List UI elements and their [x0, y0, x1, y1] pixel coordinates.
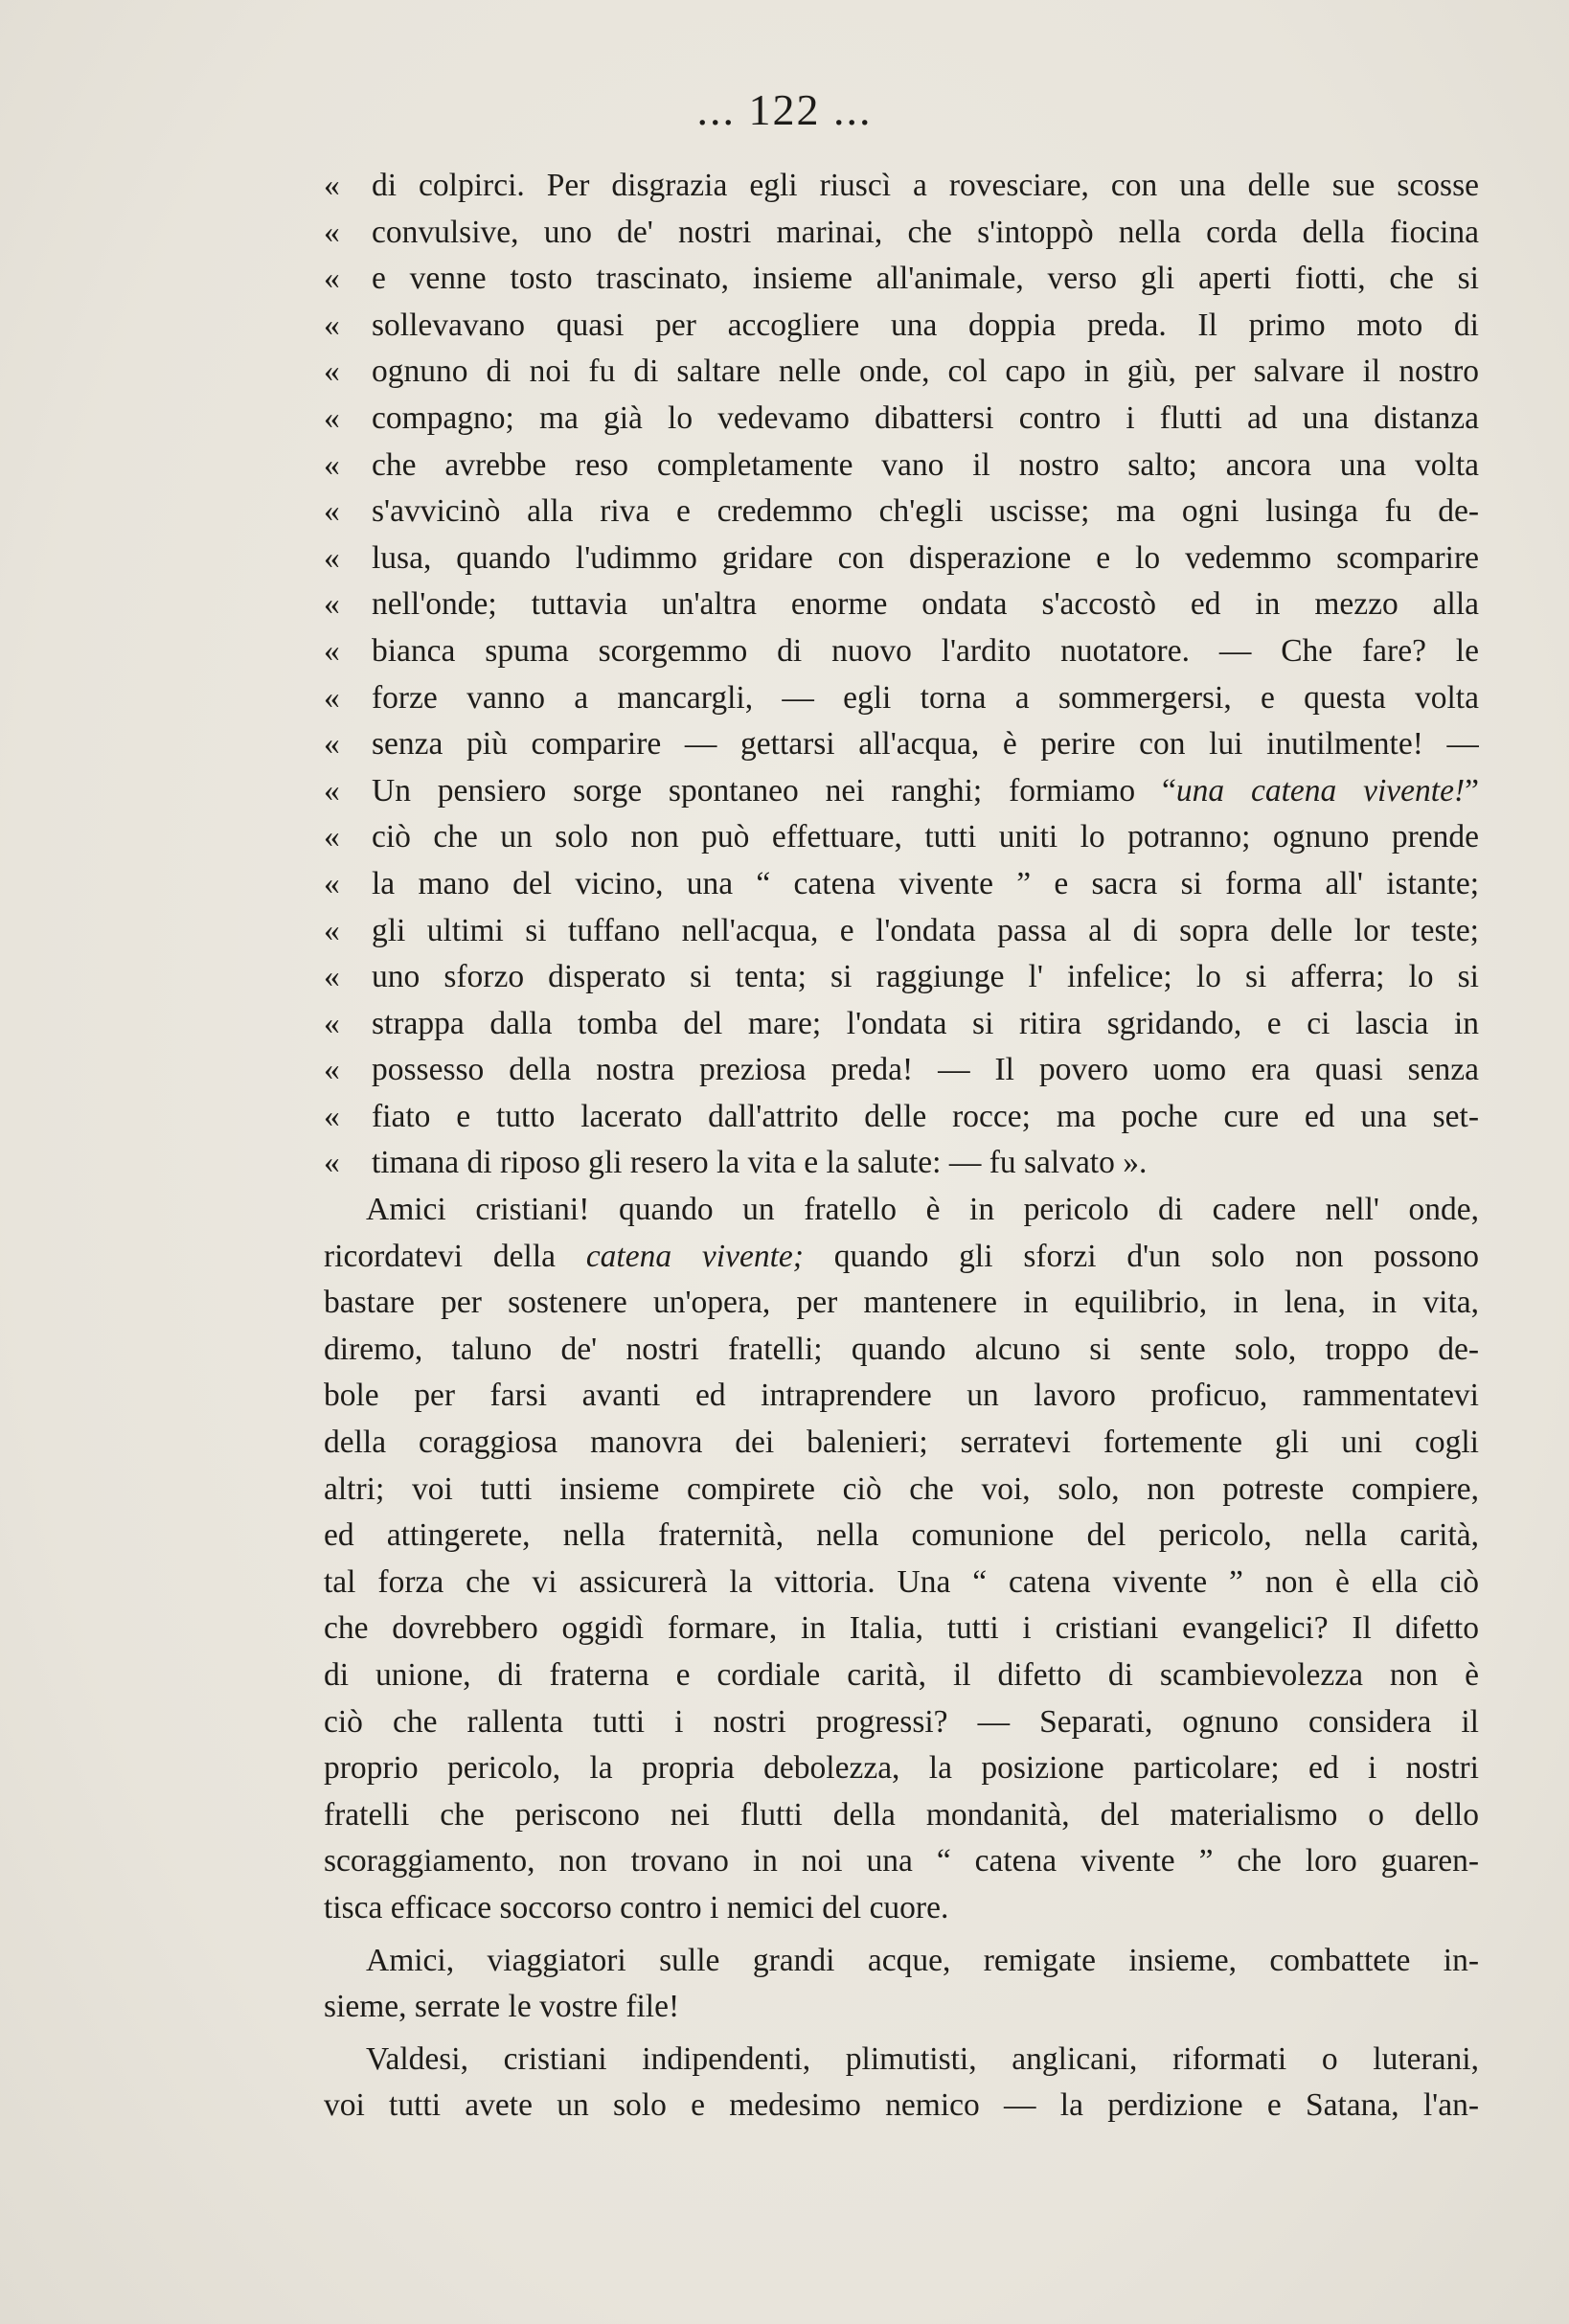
quoted-text-line — [324, 349, 1479, 396]
line-text: di colpirci. Per disgrazia egli riuscì a rovesciare, con una delle sue scosse — [372, 168, 1479, 203]
line-text: ciò che un solo non può effettuare, tutti uniti lo potranno; ognuno prende — [372, 819, 1479, 855]
quoted-text-line — [324, 814, 1479, 861]
line-text: diremo, taluno de' nostri fratelli; quando alcuno si sente solo, troppo de- — [324, 1331, 1479, 1367]
line-text: uno sforzo disperato si tenta; si raggiunge l' infelice; lo si afferra; lo si — [372, 959, 1479, 995]
quoted-text-line — [324, 443, 1479, 490]
text-line — [324, 1745, 1479, 1792]
quoted-text-line — [324, 535, 1479, 582]
line-text: forze vanno a mancargli, — egli torna a sommergersi, e questa volta — [372, 679, 1479, 716]
line-text: Un pensiero sorge spontaneo nei ranghi; formiamo “ — [372, 772, 1176, 809]
quoted-text-line — [324, 256, 1479, 303]
quoted-text-line — [324, 210, 1479, 257]
quoted-text-line — [324, 675, 1479, 722]
quoted-text-line — [324, 1001, 1479, 1048]
text-line — [324, 1420, 1479, 1467]
quoted-text-line — [324, 861, 1479, 908]
text-line — [324, 1327, 1479, 1374]
line-text: ognuno di noi fu di saltare nelle onde, col capo in giù, per salvare il nostro — [372, 353, 1479, 390]
line-text: Amici, viaggiatori sulle grandi acque, remigate insieme, combattete in- — [366, 1942, 1479, 1978]
quoted-text-line — [324, 954, 1479, 1001]
text-line — [324, 1885, 1479, 1932]
line-text: ed attingerete, nella fraternità, nella comunione del pericolo, nella carità, — [324, 1517, 1479, 1554]
line-text: fratelli che periscono nei flutti della mondanità, del materialismo o dello — [324, 1796, 1479, 1833]
text-line — [324, 1699, 1479, 1746]
text-line — [324, 1187, 1479, 1234]
line-text: sieme, serrate le vostre file! — [324, 1989, 680, 2025]
quoted-text-line — [324, 1047, 1479, 1094]
line-text: tisca efficace soccorso contro i nemici del cuore. — [324, 1889, 949, 1925]
text-line — [324, 1838, 1479, 1885]
line-text: della coraggiosa manovra dei balenieri; serratevi fortemente gli uni cogli — [324, 1424, 1479, 1461]
quoted-text-line — [324, 628, 1479, 675]
page-number: ... 122 ... — [696, 85, 873, 134]
text-line — [324, 1792, 1479, 1839]
italic-text: catena vivente; — [585, 1238, 804, 1274]
quoted-text-line — [324, 396, 1479, 443]
quoted-text-line — [324, 768, 1479, 815]
quoted-text-line — [324, 581, 1479, 628]
text-line — [324, 1513, 1479, 1560]
italic-text: una catena vivente! — [1175, 772, 1466, 809]
text-line — [324, 1467, 1479, 1514]
quoted-text-line — [324, 908, 1479, 955]
line-text: ” — [1465, 772, 1479, 809]
text-line — [324, 2037, 1479, 2084]
text-line — [324, 1984, 1479, 2031]
line-text: compagno; ma già lo vedevamo dibattersi contro i flutti ad una distanza — [372, 399, 1479, 436]
line-text: scoraggiamento, non trovano in noi una “ catena vivente ” che loro guaren- — [324, 1843, 1479, 1880]
line-text: strappa dalla tomba del mare; l'ondata si ritira sgridando, e ci lascia in — [372, 1005, 1479, 1041]
line-text: gli ultimi si tuffano nell'acqua, e l'ondata passa al di sopra delle lor teste; — [372, 912, 1479, 948]
line-text: bianca spuma scorgemmo di nuovo l'ardito nuotatore. — Che fare? le — [372, 632, 1479, 669]
line-text: lusa, quando l'udimmo gridare con disperazione e lo vedemmo scomparire — [372, 539, 1479, 576]
line-text: sollevavano quasi per accogliere una doppia preda. Il primo moto di — [372, 307, 1479, 343]
line-text: ciò che rallenta tutti i nostri progressi? — Separati, ognuno considera il — [324, 1703, 1479, 1740]
quoted-text-line — [324, 1140, 1479, 1187]
text-line — [324, 1606, 1479, 1652]
line-text: nell'onde; tuttavia un'altra enorme ondata s'accostò ed in mezzo alla — [372, 586, 1479, 623]
line-text: convulsive, uno de' nostri marinai, che s'intoppò nella corda della fiocina — [372, 214, 1479, 250]
line-text: che dovrebbero oggidì formare, in Italia, tutti i cristiani evangelici? Il difetto — [324, 1610, 1479, 1647]
line-text: altri; voi tutti insieme compirete ciò che voi, solo, non potreste compiere, — [324, 1470, 1479, 1507]
quoted-text-line — [324, 721, 1479, 768]
line-text: s'avvicinò alla riva e credemmo ch'egli uscisse; ma ogni lusinga fu de- — [372, 493, 1479, 530]
line-text: senza più comparire — gettarsi all'acqua, è perire con lui inutilmente! — — [372, 726, 1479, 763]
line-text: possesso della nostra preziosa preda! — Il povero uomo era quasi senza — [372, 1052, 1479, 1088]
quoted-text-line — [324, 1094, 1479, 1141]
line-text: fiato e tutto lacerato dall'attrito delle rocce; ma poche cure ed una set- — [372, 1098, 1479, 1134]
line-text: Amici cristiani! quando un fratello è in pericolo di cadere nell' onde, — [366, 1192, 1479, 1228]
line-text: quando gli sforzi d'un solo non possono — [803, 1238, 1479, 1274]
text-line — [324, 2083, 1479, 2130]
line-text: proprio pericolo, la propria debolezza, la posizione particolare; ed i nostri — [324, 1750, 1479, 1787]
text-line — [324, 1560, 1479, 1606]
quoted-text-line — [324, 489, 1479, 535]
line-text: che avrebbe reso completamente vano il nostro salto; ancora una volta — [372, 446, 1479, 483]
line-text: Valdesi, cristiani indipendenti, plimutisti, anglicani, riformati o luterani, — [366, 2040, 1479, 2077]
text-line — [324, 1234, 1479, 1281]
body-text — [324, 163, 1479, 2130]
line-text: tal forza che vi assicurerà la vittoria. Una “ catena vivente ” non è ella ciò — [324, 1563, 1479, 1600]
line-text: timana di riposo gli resero la vita e la salute: — fu salvato ». — [372, 1145, 1148, 1181]
text-line — [324, 1280, 1479, 1327]
text-line — [324, 1938, 1479, 1985]
text-line — [324, 1652, 1479, 1699]
line-text: bastare per sostenere un'opera, per mantenere in equilibrio, in lena, in vita, — [324, 1285, 1479, 1321]
quoted-text-line — [324, 303, 1479, 350]
line-text: ricordatevi della — [324, 1238, 586, 1274]
text-line — [324, 1373, 1479, 1420]
line-text: la mano del vicino, una “ catena vivente ” e sacra si forma all' istante; — [372, 865, 1479, 901]
quoted-text-line — [324, 163, 1479, 210]
line-text: e venne tosto trascinato, insieme all'animale, verso gli aperti fiotti, che si — [372, 261, 1479, 297]
line-text: di unione, di fraterna e cordiale carità, il difetto di scambievolezza non è — [324, 1657, 1479, 1693]
line-text: bole per farsi avanti ed intraprendere un lavoro proficuo, rammentatevi — [324, 1378, 1479, 1414]
line-text: voi tutti avete un solo e medesimo nemico — la perdizione e Satana, l'an- — [324, 2087, 1479, 2124]
